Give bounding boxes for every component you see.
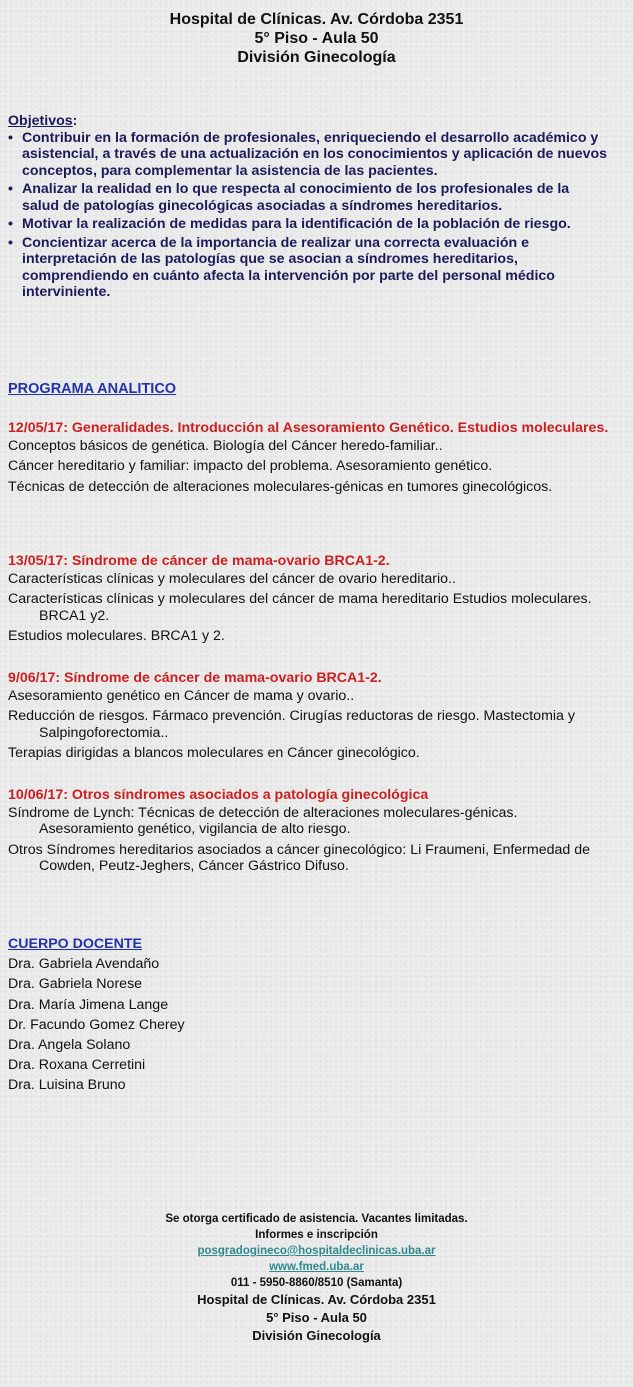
header-hospital-address: Hospital de Clínicas. Av. Córdoba 2351: [169, 11, 464, 28]
objective-item: • Motivar la realización de medidas para la identificación de la población de riesgo.: [8, 216, 608, 233]
faculty-member: Dra. Luisina Bruno: [8, 1077, 126, 1094]
email-link[interactable]: posgradogineco@hospitaldeclinicas.uba.ar: [197, 1245, 436, 1257]
objective-item: • Contribuir en la formación de profesionales, enriqueciendo el desarrollo académico y asistencial, a través de una actualización en los conocimientos y aplicación de nuevos conceptos, para complementar la asistencia de las pacientes.: [8, 130, 608, 180]
faculty-member: Dra. Gabriela Avendaño: [8, 956, 160, 973]
session-3: [8, 670, 613, 765]
website-link[interactable]: www.fmed.uba.ar: [269, 1261, 364, 1273]
session-topic: Técnicas de detección de alteraciones moleculares-génicas en tumores ginecológicos.: [8, 478, 553, 495]
session-topic: Conceptos básicos de genética. Biología del Cáncer heredo-familiar..: [8, 438, 443, 455]
objectives-section: [8, 113, 608, 303]
faculty-member: Dra. María Jimena Lange: [8, 996, 169, 1013]
footer-division: División Ginecología: [252, 1328, 381, 1343]
session-topic: Terapias dirigidas a blancos moleculares en Cáncer ginecológico.: [8, 744, 420, 761]
info-label: Informes e inscripción: [255, 1229, 378, 1241]
objectives-heading: Objetivos:: [8, 113, 78, 129]
footer: [0, 1211, 633, 1345]
session-topic: Otros Síndromes hereditarios asociados a cáncer ginecológico: Li Fraumeni, Enfermedad de Cowden, Peutz-Jeghers, Cáncer Gástrico Difuso.: [8, 841, 590, 874]
session-4: [8, 787, 613, 878]
objective-item: • Analizar la realidad en lo que respecta al conocimiento de los profesionales de la salud de patologías ginecológicas asociadas a síndromes hereditarios.: [8, 181, 608, 214]
session-title: 13/05/17: Síndrome de cáncer de mama-ovario BRCA1-2.: [8, 553, 390, 569]
program-title: PROGRAMA ANALITICO: [8, 381, 177, 397]
footer-floor-room: 5° Piso - Aula 50: [266, 1310, 367, 1325]
faculty-member: Dra. Angela Solano: [8, 1037, 131, 1054]
faculty-section: [8, 934, 185, 1096]
session-2: [8, 553, 613, 648]
session-topic: Características clínicas y moleculares del cáncer de ovario hereditario..: [8, 571, 456, 588]
session-topic: Reducción de riesgos. Fármaco prevención. Cirugías reductoras de riesgo. Mastectomia y Salpingoforectomia..: [8, 708, 575, 741]
session-title: 12/05/17: Generalidades. Introducción al Asesoramiento Genético. Estudios moleculares.: [8, 420, 609, 436]
certificate-note: Se otorga certificado de asistencia. Vacantes limitadas.: [165, 1213, 468, 1225]
header: [0, 10, 633, 67]
footer-hospital-address: Hospital de Clínicas. Av. Córdoba 2351: [197, 1292, 436, 1307]
objective-item: • Concientizar acerca de la importancia de realizar una correcta evaluación e interpretación de las patologías que se asocian a síndromes hereditarios, comprendiendo en cuánto afecta la intervención por parte del personal médico interviniente.: [8, 235, 608, 301]
phone-number: 011 - 5950-8860/8510 (Samanta): [230, 1277, 403, 1289]
session-topic: Cáncer hereditario y familiar: impacto del problema. Asesoramiento genético.: [8, 458, 493, 475]
header-floor-room: 5° Piso - Aula 50: [254, 30, 379, 47]
session-topic: Síndrome de Lynch: Técnicas de detección de alteraciones moleculares-génicas. Asesoramiento genético, vigilancia de alto riesgo.: [8, 805, 518, 838]
faculty-title: CUERPO DOCENTE: [8, 936, 143, 952]
session-topic: Asesoramiento genético en Cáncer de mama y ovario..: [8, 688, 355, 705]
session-title: 10/06/17: Otros síndromes asociados a patología ginecológica: [8, 787, 429, 803]
header-division: División Ginecología: [237, 49, 396, 66]
session-topic: Estudios moleculares. BRCA1 y 2.: [8, 627, 225, 644]
faculty-member: Dra. Roxana Cerretini: [8, 1057, 146, 1074]
faculty-member: Dr. Facundo Gomez Cherey: [8, 1016, 185, 1033]
faculty-member: Dra. Gabriela Norese: [8, 976, 143, 993]
objectives-list: [8, 130, 608, 301]
session-1: [8, 420, 613, 499]
session-topic: Características clínicas y moleculares del cáncer de mama hereditario Estudios moleculares. BRCA1 y2.: [8, 591, 592, 624]
objectives-title: Objetivos: [8, 113, 73, 129]
session-title: 9/06/17: Síndrome de cáncer de mama-ovario BRCA1-2.: [8, 670, 382, 686]
